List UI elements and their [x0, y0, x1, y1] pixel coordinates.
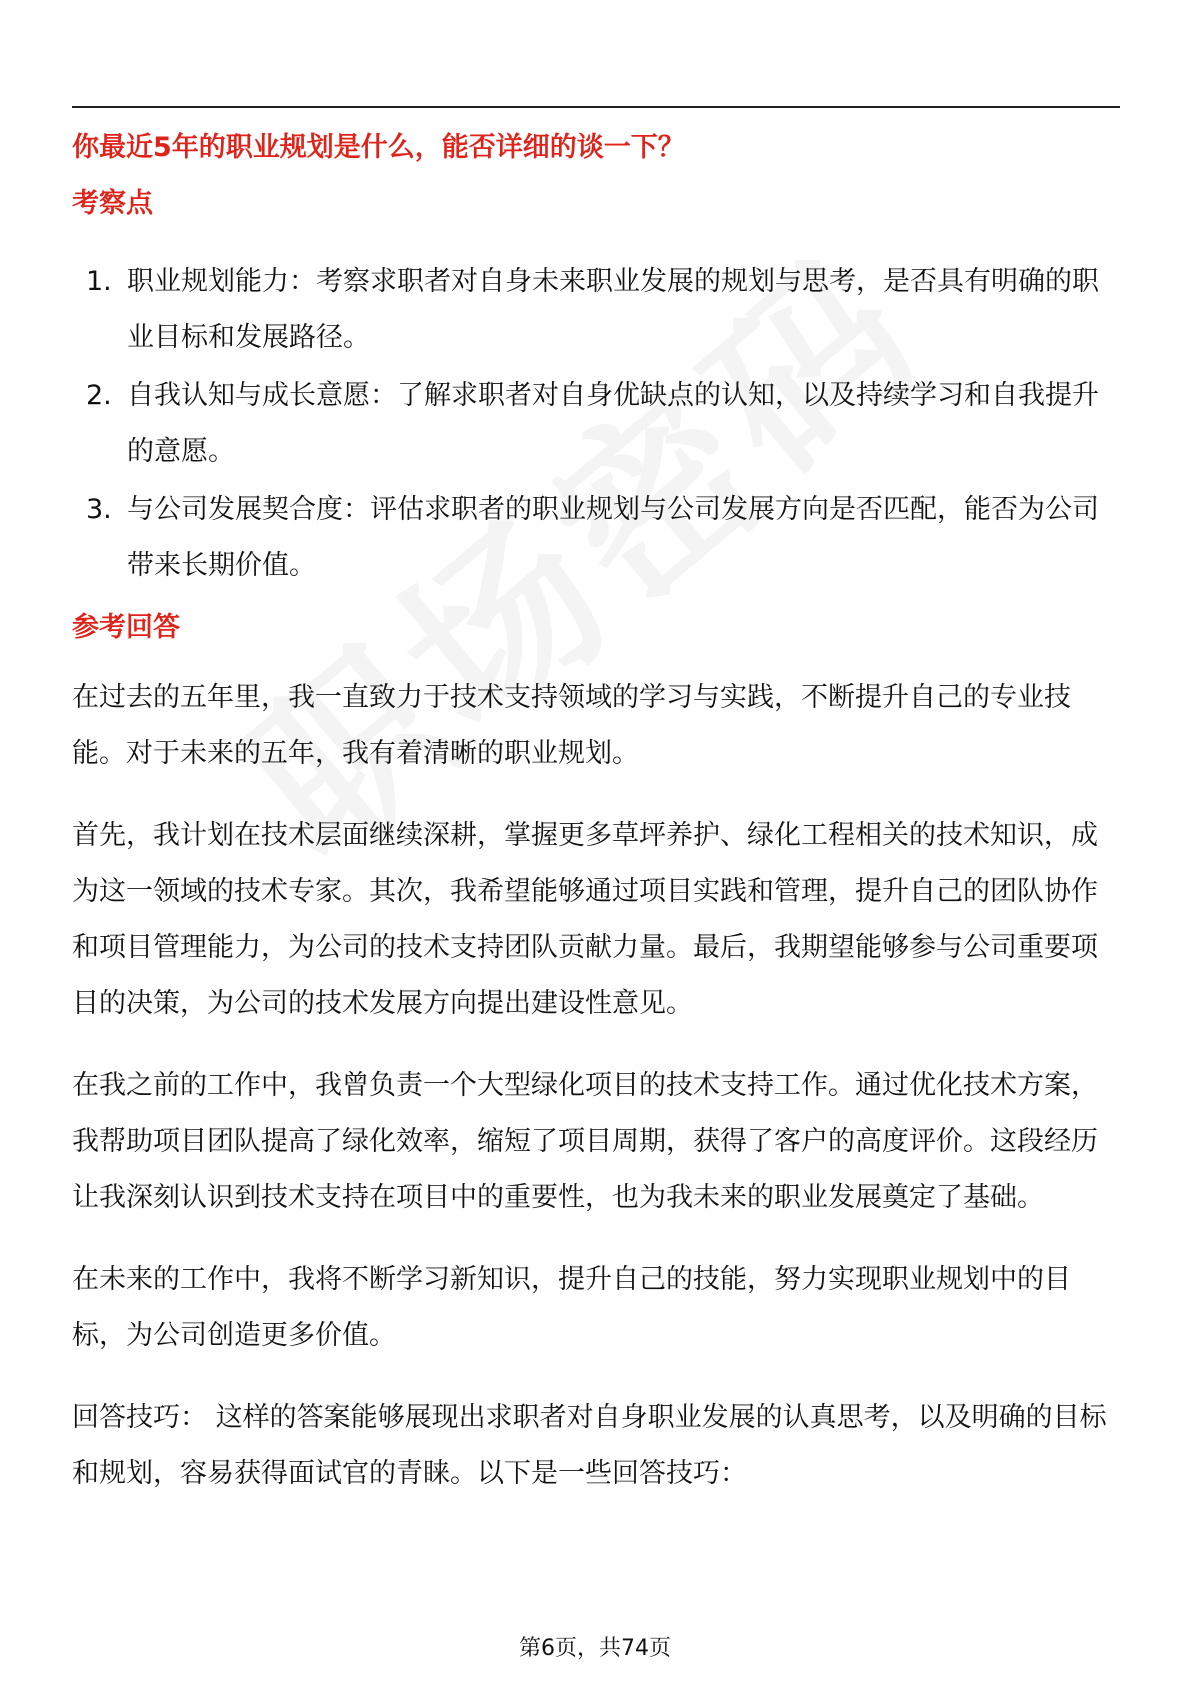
criteria-text: 职业规划能力：考察求职者对自身未来职业发展的规划与思考，是否具有明确的职业目标和发展路径。: [127, 266, 1099, 353]
answer-tips-paragraph: 回答技巧： 这样的答案能够展现出求职者对自身职业发展的认真思考，以及明确的目标和规划，容易获得面试官的青睐。以下是一些回答技巧：: [72, 1402, 1107, 1489]
answer-paragraph: 首先，我计划在技术层面继续深耕，掌握更多草坪养护、绿化工程相关的技术知识，成为这一领域的技术专家。其次，我希望能够通过项目实践和管理，提升自己的团队协作和项目管理能力，为公司的技术支持团队贡献力量。最后，我期望能够参与公司重要项目的决策，为公司的技术发展方向提出建设性意见。: [72, 820, 1098, 1019]
page-number: 第6页，共74页: [519, 1636, 671, 1661]
criteria-item: [72, 254, 1120, 366]
criteria-heading: 考察点: [72, 188, 153, 219]
top-divider: [72, 106, 1120, 108]
answer-paragraph: 在未来的工作中，我将不断学习新知识，提升自己的技能，努力实现职业规划中的目标，为公司创造更多价值。: [72, 1264, 1071, 1351]
criteria-text: 自我认知与成长意愿：了解求职者对自身优缺点的认知，以及持续学习和自我提升的意愿。: [127, 380, 1099, 467]
criteria-number: 2.: [86, 380, 112, 411]
answer-heading: 参考回答: [72, 612, 180, 643]
answer-paragraph: 在我之前的工作中，我曾负责一个大型绿化项目的技术支持工作。通过优化技术方案，我帮助项目团队提高了绿化效率，缩短了项目周期，获得了客户的高度评价。这段经历让我深刻认识到技术支持在项目中的重要性，也为我未来的职业发展奠定了基础。: [72, 1070, 1098, 1213]
criteria-number: 3.: [86, 494, 112, 525]
criteria-item: [72, 368, 1120, 480]
page-content: [72, 120, 1120, 1528]
criteria-number: 1.: [86, 266, 112, 297]
answer-paragraph: 在过去的五年里，我一直致力于技术支持领域的学习与实践，不断提升自己的专业技能。对于未来的五年，我有着清晰的职业规划。: [72, 682, 1071, 769]
criteria-text: 与公司发展契合度：评估求职者的职业规划与公司发展方向是否匹配，能否为公司带来长期价值。: [127, 494, 1099, 581]
criteria-list: [72, 254, 1120, 594]
question-title: 你最近5年的职业规划是什么，能否详细的谈一下？: [72, 132, 685, 163]
criteria-item: [72, 482, 1120, 594]
